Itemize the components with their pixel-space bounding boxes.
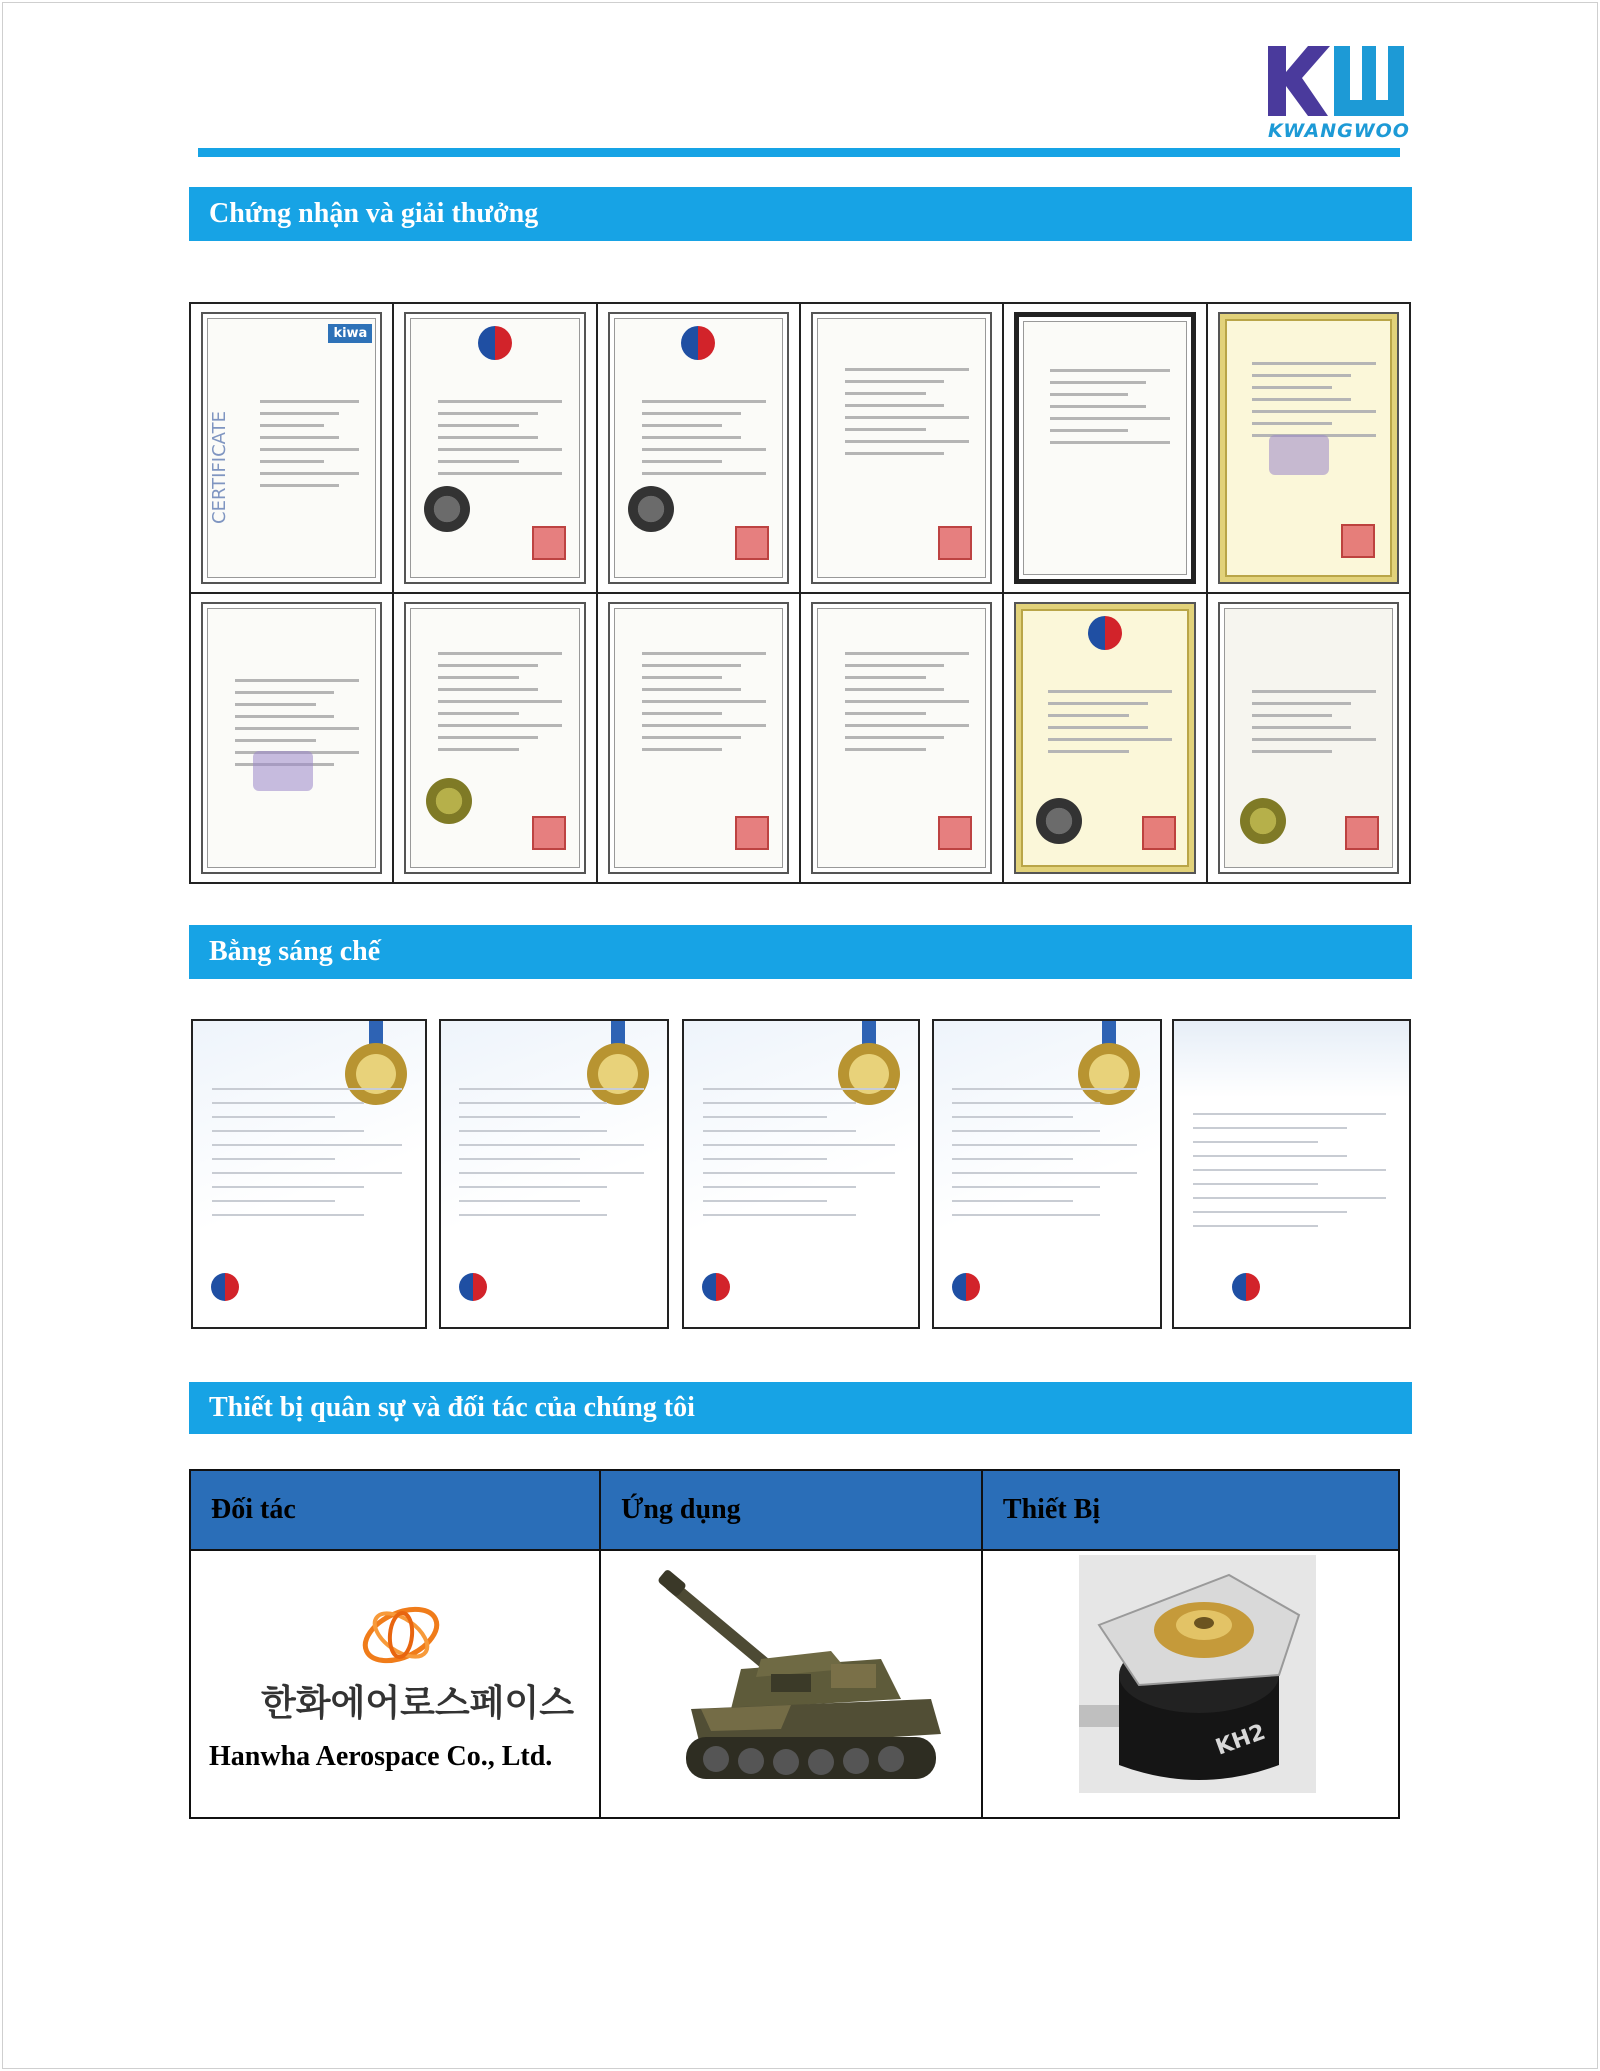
certificate-reliability-2 xyxy=(201,602,382,874)
certificate-rnd-3 xyxy=(811,602,992,874)
stamp-icon xyxy=(938,526,972,560)
seal-icon xyxy=(1036,798,1082,844)
section-title-patents: Bằng sáng chế xyxy=(189,925,1412,979)
seal-icon xyxy=(1240,798,1286,844)
certificate-kiwa xyxy=(201,312,382,584)
hanwha-logo-icon xyxy=(355,1599,447,1671)
certificate-cell xyxy=(190,303,393,593)
stamp-icon xyxy=(532,526,566,560)
certificate-cell xyxy=(800,303,1003,593)
stamp-icon xyxy=(938,816,972,850)
certificate-rnd-2 xyxy=(608,602,789,874)
certificate-research-lab xyxy=(1014,312,1195,584)
partner-name: Hanwha Aerospace Co., Ltd. xyxy=(209,1741,553,1772)
government-emblem-icon xyxy=(681,326,715,360)
header-partner: Đối tác xyxy=(190,1470,600,1550)
certificate-cell xyxy=(190,593,393,883)
seal-icon xyxy=(426,778,472,824)
certificate-cell xyxy=(597,593,800,883)
patent-certificate xyxy=(1172,1019,1411,1329)
partners-table xyxy=(189,1469,1400,1819)
certificate-cell xyxy=(393,593,596,883)
patent-certificate xyxy=(439,1019,669,1329)
howitzer-image xyxy=(631,1559,951,1809)
stamp-icon xyxy=(735,816,769,850)
kwangwoo-logo xyxy=(1264,42,1412,142)
certificate-cell xyxy=(1003,593,1206,883)
patent-row xyxy=(189,1019,1411,1329)
stamp-icon xyxy=(735,526,769,560)
header-device: Thiết Bị xyxy=(982,1470,1399,1550)
partner-name-korean: 한화에어로스페이스 xyxy=(261,1683,574,1724)
partner-cell xyxy=(190,1550,600,1818)
seal-icon xyxy=(424,486,470,532)
certificate-reliability xyxy=(1218,312,1399,584)
taeguk-icon xyxy=(211,1273,239,1301)
certificate-sobujang xyxy=(811,312,992,584)
certificate-cell xyxy=(1207,303,1410,593)
certificate-cell xyxy=(1003,303,1206,593)
application-cell xyxy=(600,1550,982,1818)
header-rule xyxy=(198,148,1400,157)
section-title-certifications: Chứng nhận và giải thưởng xyxy=(189,187,1412,241)
certificate-cell xyxy=(1207,593,1410,883)
certificate-title: CERTIFICATE xyxy=(209,411,230,524)
certificate-commendation-1 xyxy=(1014,602,1195,874)
certificate-grid xyxy=(189,302,1411,884)
certificate-rnd-1 xyxy=(404,602,585,874)
section-title-military: Thiết bị quân sự và đối tác của chúng tôi xyxy=(189,1382,1412,1434)
certificate-main-biz xyxy=(608,312,789,584)
logo-wordmark: KWANGWOO xyxy=(1268,120,1410,142)
seal-icon xyxy=(628,486,674,532)
government-emblem-icon xyxy=(1088,616,1122,650)
header-application: Ứng dụng xyxy=(600,1470,982,1550)
patent-certificate xyxy=(682,1019,920,1329)
certificate-cell xyxy=(393,303,596,593)
taeguk-icon xyxy=(952,1273,980,1301)
patent-certificate xyxy=(191,1019,427,1329)
encoder-image xyxy=(1079,1555,1316,1793)
stamp-icon xyxy=(1345,816,1379,850)
taeguk-icon xyxy=(459,1273,487,1301)
government-emblem-icon xyxy=(478,326,512,360)
certificate-commendation-2 xyxy=(1218,602,1399,874)
taeguk-icon xyxy=(702,1273,730,1301)
taeguk-icon xyxy=(1232,1273,1260,1301)
certificate-inno-biz xyxy=(404,312,585,584)
stamp-icon xyxy=(1341,524,1375,558)
kiwa-logo: kiwa xyxy=(328,324,372,343)
certificate-cell xyxy=(800,593,1003,883)
kw-logo-icon xyxy=(1264,42,1412,120)
stamp-icon xyxy=(1142,816,1176,850)
stamp-icon xyxy=(532,816,566,850)
device-label: KH2 xyxy=(1212,1719,1269,1761)
device-cell xyxy=(982,1550,1399,1818)
certificate-cell xyxy=(597,303,800,593)
patent-certificate xyxy=(932,1019,1162,1329)
